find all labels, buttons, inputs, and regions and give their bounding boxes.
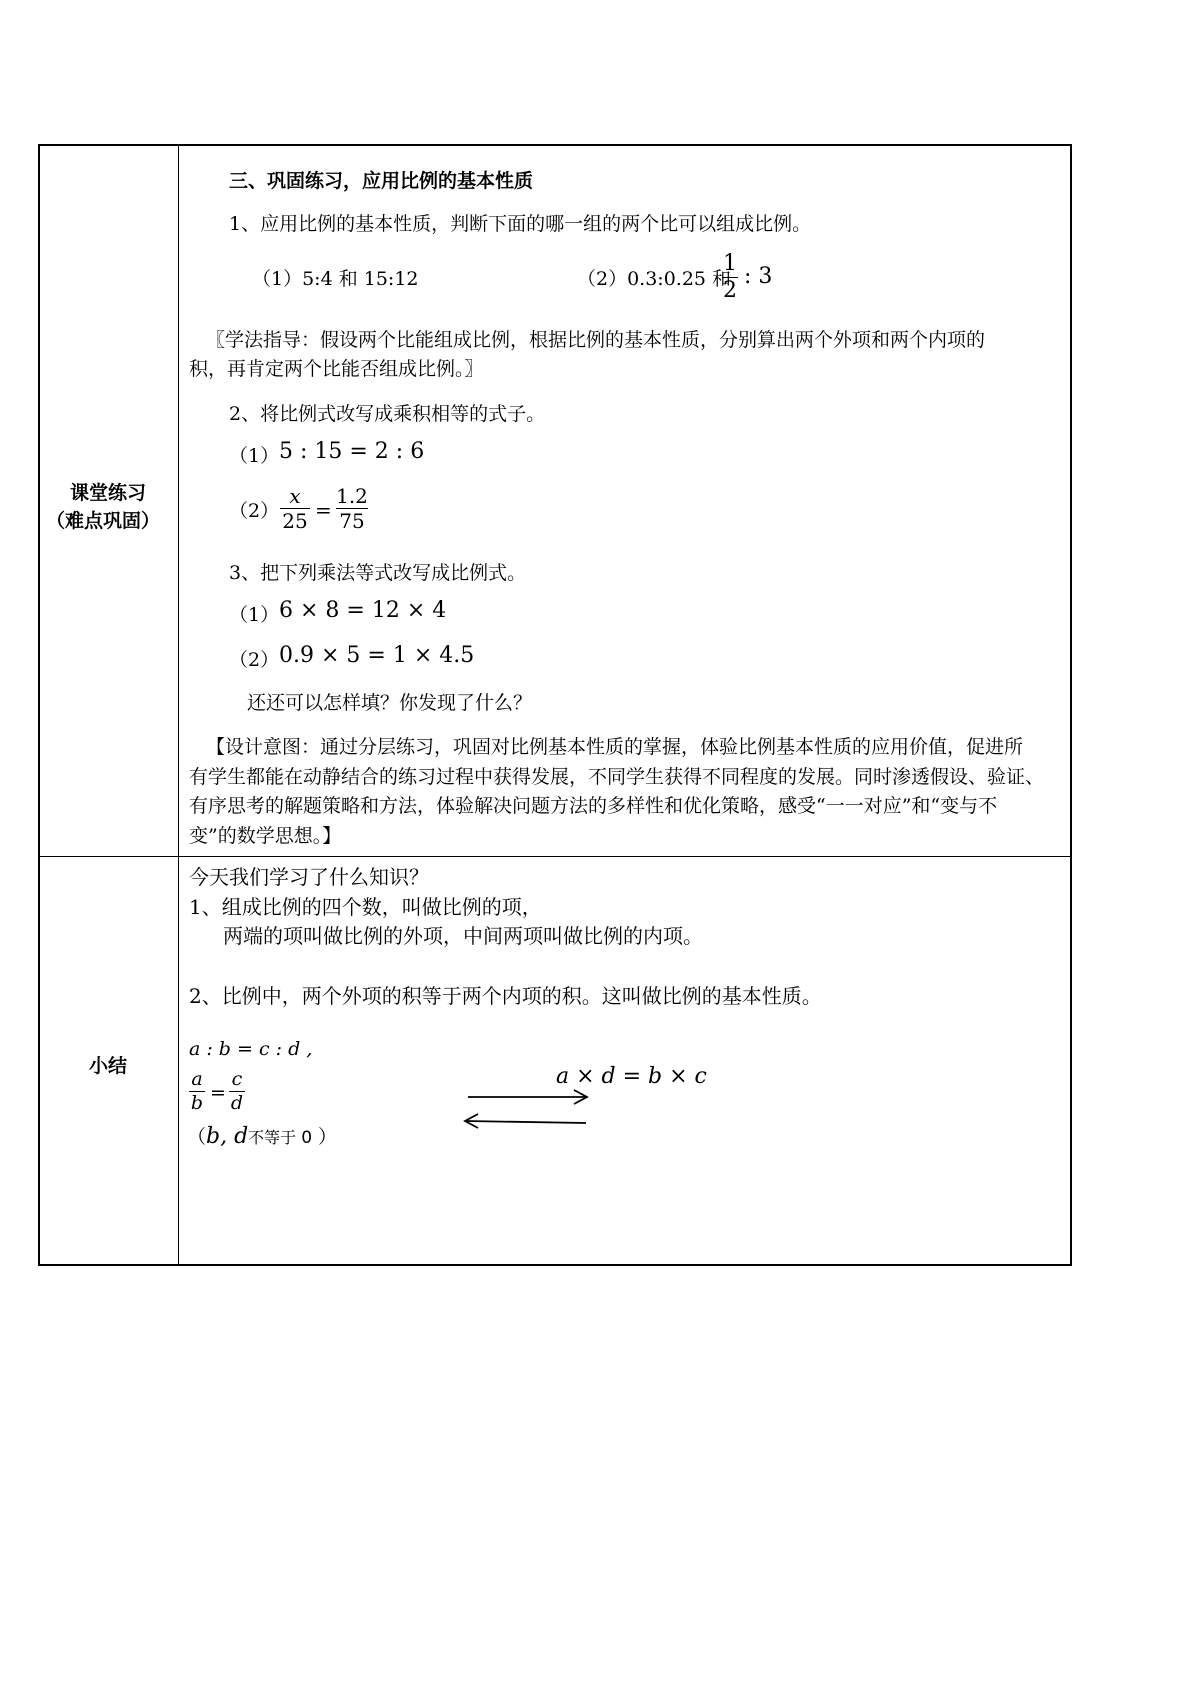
- q2-b-equals: =: [315, 498, 332, 522]
- condition-zero: 0: [301, 1128, 313, 1148]
- fraction-denominator: 25: [282, 509, 308, 533]
- row-label-summary: 小结: [89, 1055, 128, 1077]
- table-bottom-border: [38, 1264, 1072, 1266]
- practice-heading: 三、巩固练习，应用比例的基本性质: [229, 170, 534, 192]
- q1-option-b-tail: : 3: [744, 264, 773, 289]
- design-line-2: 有学生都能在动静结合的练习过程中获得发展，不同学生获得不同程度的发展。同时渗透假设、验证、: [189, 766, 1045, 788]
- q3-a-expression: 6 × 8 = 12 × 4: [279, 598, 447, 623]
- ratio-fraction-left: [189, 1070, 205, 1113]
- table-row-divider: [38, 856, 1072, 857]
- condition-note: [187, 1122, 337, 1150]
- ratio-expression: a : b = c : d ,: [189, 1038, 313, 1060]
- q3-b-expression: 0.9 × 5 = 1 × 4.5: [279, 643, 475, 668]
- q1-text: 1、应用比例的基本性质，判断下面的哪一组的两个比可以组成比例。: [229, 213, 812, 235]
- q1-option-b-fraction: [722, 253, 738, 302]
- q2-text: 2、将比例式改写成乘积相等的式子。: [229, 403, 546, 425]
- fraction-numerator: a: [191, 1068, 203, 1090]
- q1-option-a: （1）5:4 和 15:12: [252, 268, 419, 290]
- design-line-3: 有序思考的解题策略和方法，体验解决问题方法的多样性和优化策略，感受“一一对应”和“变与不: [189, 795, 998, 817]
- fraction-numerator: c: [231, 1068, 243, 1090]
- condition-open: （: [187, 1126, 207, 1148]
- q3-followup: 还还可以怎样填？你发现了什么？: [247, 692, 533, 714]
- q2-a-expression: 5 : 15 = 2 : 6: [279, 439, 425, 464]
- q1-option-b: （2）0.3:0.25 和: [577, 268, 732, 290]
- row-label-practice-sub: （难点巩固）: [46, 510, 161, 532]
- fraction-numerator: 1.2: [336, 484, 368, 508]
- fraction-denominator: 2: [723, 278, 737, 303]
- q2-b-right-fraction: [336, 486, 368, 531]
- summary-point-2: 2、比例中，两个外项的积等于两个内项的积。这叫做比例的基本性质。: [189, 984, 822, 1008]
- q3-a-label: （1）: [229, 604, 280, 626]
- q2-b-label: （2）: [229, 500, 280, 522]
- summary-point-1: 1、组成比例的四个数，叫做比例的项，: [189, 895, 542, 919]
- fraction-denominator: 75: [339, 509, 365, 533]
- table-column-divider: [178, 144, 179, 1266]
- condition-close: ）: [318, 1126, 338, 1148]
- q3-text: 3、把下列乘法等式改写成比例式。: [229, 562, 527, 584]
- fraction-denominator: b: [190, 1092, 204, 1114]
- row-label-practice: 课堂练习: [70, 482, 147, 504]
- ratio-fraction-equals: =: [210, 1082, 226, 1104]
- fraction-numerator: 1: [723, 251, 737, 276]
- fraction-denominator: d: [230, 1092, 244, 1114]
- ratio-fraction-right: [229, 1070, 245, 1113]
- table-top-border: [38, 144, 1072, 146]
- design-line-1: 【设计意图：通过分层练习，巩固对比例基本性质的掌握，体验比例基本性质的应用价值，促进所: [206, 736, 1024, 758]
- arrow-right-icon: [466, 1088, 590, 1106]
- q2-b-left-fraction: [280, 486, 310, 531]
- table-right-border: [1070, 144, 1072, 1266]
- design-line-4: 变”的数学思想。】: [189, 825, 342, 847]
- fraction-numerator: x: [289, 484, 301, 508]
- product-expression: a × d = b × c: [556, 1064, 707, 1089]
- q2-a-label: （1）: [229, 445, 280, 467]
- q3-b-label: （2）: [229, 649, 280, 671]
- condition-text: 不等于: [248, 1128, 297, 1147]
- condition-vars: b, d: [206, 1124, 249, 1149]
- table-left-border: [38, 144, 40, 1266]
- arrow-left-icon: [462, 1113, 588, 1131]
- summary-question: 今天我们学习了什么知识？: [189, 865, 429, 889]
- guide-line-1: 〖学法指导：假设两个比能组成比例，根据比例的基本性质，分别算出两个外项和两个内项的: [206, 329, 986, 351]
- summary-point-1-detail: 两端的项叫做比例的外项，中间两项叫做比例的内项。: [223, 924, 703, 948]
- guide-line-2: 积，再肯定两个比能否组成比例。〗: [189, 358, 484, 380]
